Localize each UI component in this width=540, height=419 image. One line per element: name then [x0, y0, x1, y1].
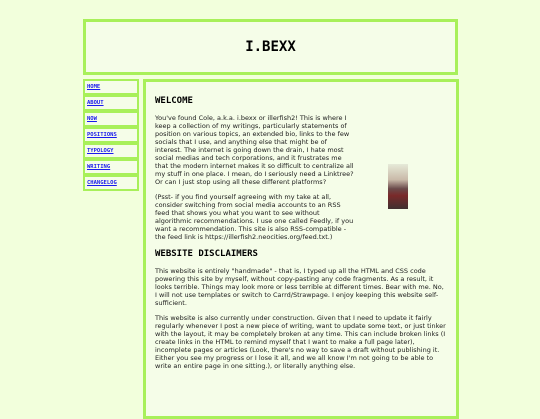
- nav-about-link[interactable]: ABOUT: [83, 95, 139, 111]
- nav-positions-link[interactable]: POSITIONS: [83, 127, 139, 143]
- rss-paragraph: (Psst- if you find yourself agreeing with my take at all, consider switching from social media accounts to an RSS feed that shows you what you want to see without algorithmic recommendations. I use one called Feedly, if you want a recommendation. This site is also RSS-compatible - the feed link is https://illerfish2.neocities.org/feed.txt.): [155, 193, 354, 241]
- nav-typology-link[interactable]: TYPOLOGY: [83, 143, 139, 159]
- nav-home-link[interactable]: HOME: [83, 79, 139, 95]
- welcome-heading: WELCOME: [155, 96, 193, 106]
- nav-changelog-link[interactable]: CHANGELOG: [83, 175, 139, 191]
- sidebar-nav: [83, 79, 139, 189]
- handmade-paragraph: This website is entirely "handmade" - that is, I typed up all the HTML and CSS code powering this site by myself, without copy-pasting any code fragments. As a result, it looks terrible. Things may look more or less terrible at different times. Bear with me. No, I will not use templates or switch to Carrd/Strawpage. I enjoy keeping this website self-sufficient.: [155, 267, 444, 307]
- site-header: [83, 19, 458, 75]
- nav-writing-link[interactable]: WRITING: [83, 159, 139, 175]
- site-title: I.BEXX: [245, 39, 296, 55]
- construction-paragraph: This website is also currently under construction. Given that I need to update it fairly regularly whenever I post a new piece of writing, want to update some text, or just tinker with the layout, it may be completely broken at any time. This can include broken links (I create links in the HTML to remind myself that I want to make a full page later), incomplete pages or articles (Look, there's no way to save a draft without publishing it. Either you see my progress or I lose it all, and we all know I'm not going to be able to write an entire page in one sitting.), or literally anything else.: [155, 314, 446, 370]
- nav-now-link[interactable]: NOW: [83, 111, 139, 127]
- main-content: [143, 79, 459, 419]
- welcome-paragraph: You've found Cole, a.k.a. i.bexx or illerfish2! This is where I keep a collection of my writings, particularly statements of position on various topics, an extended bio, links to the few socials that I use, and anything else that might be of interest. The internet is going down the drain, I hate most social medias and tech corporations, and it frustrates me that the modern internet makes it so difficult to centralize all my stuff in one place. I mean, do I seriously need a Linktree? Or can I just stop using all these different platforms?: [155, 114, 354, 186]
- disclaimers-heading: WEBSITE DISCLAIMERS: [155, 249, 258, 259]
- profile-photo: [388, 164, 408, 209]
